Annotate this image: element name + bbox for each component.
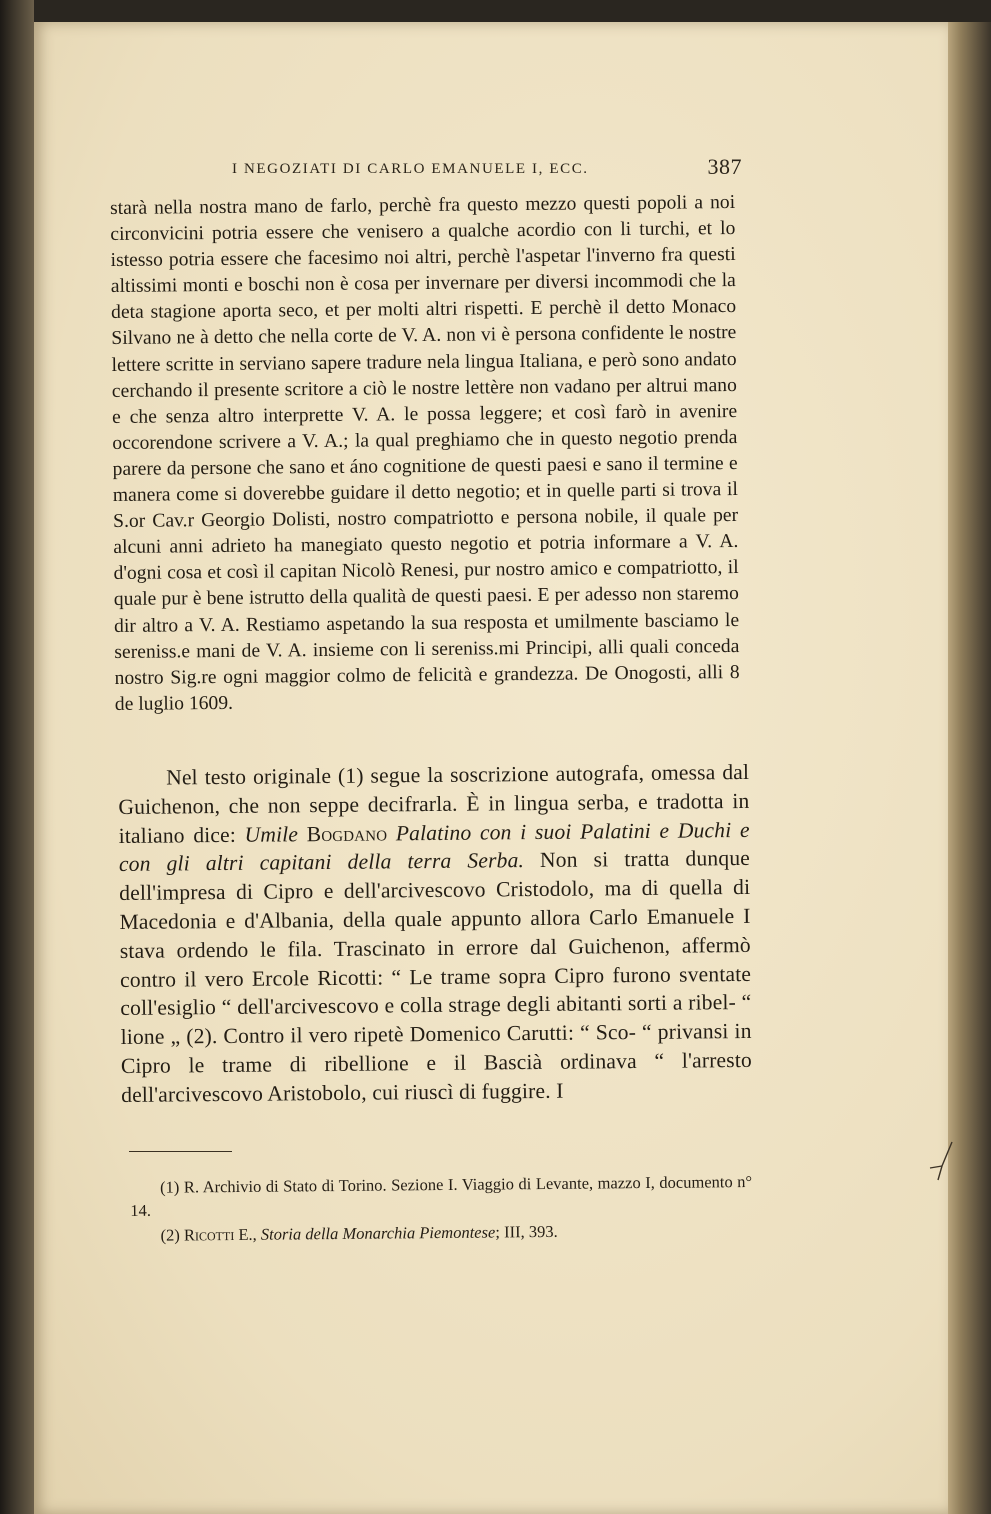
- footnote-1: (1) R. Archivio di Stato di Torino. Sezione I. Viaggio di Levante, mazzo I, documento n° 14.: [130, 1172, 753, 1220]
- letter-paragraph: starà nella nostra mano de farlo, perchè fra questo mezzo questi popoli a noi circonvicini potria essere che venisero a qualche acordio con li turchi, et lo istesso potria essere che facesimo noi altri, perchè l'aspetar l'inverno fra questi altissimi monti e boschi non è cosa per invernare per diversi incommodi che la deta stagione aporta seco, et per molti altri rispetti. E perchè il detto Monaco Silvano ne à detto che nella corte de V. A. non vi è persona confidente le nostre lettere scritte in serviano sapere tradure nela lingua Italiana, e però sono andato cerchando il presente scritore a ciò le nostre lettère non vadano per altrui mano e che senza altro interprette V. A. le possa leggere; et così farò in avenire occorendone scrivere a V. A.; la qual preghiamo che in questo negotio prenda parere da persone che sano et áno cognitione de questi paesi e sano il termine e manera come si doverebbe guidare il detto negotio; et in quelle parti si trova il S.or Cav.r Georgio Dolisti, nostro compatriotto e persona nobile, il quale per alcuni anni adrieto ha manegiato questo negotio et potria informare a V. A. d'ogni cosa et così il capitan Nicolò Renesi, pur nostro amico e compatriotto, il quale pur è bene istrutto della qualità de questi paesi. E per adesso non staremo dir altro a V. A. Restiamo aspetando la sua resposta et umilmente basciamo le sereniss.e mani de V. A. insieme con li sereniss.mi Principi, alli quali conceda nostro Sig.re ogni maggior colmo de felicità e grandezza. De Onogosti, alli 8 de luglio 1609.: [110, 192, 740, 715]
- page-edge-shadow: [948, 22, 991, 1514]
- footnote-2-author: Ricotti: [183, 1225, 235, 1245]
- footnotes: [130, 1170, 753, 1247]
- footnote-rule: [129, 1151, 232, 1152]
- running-head: [232, 154, 742, 182]
- pencil-mark-icon: [928, 1140, 958, 1184]
- signature-name: Bogdano: [306, 821, 388, 846]
- footnote-2-rest: ; III, 393.: [495, 1221, 558, 1242]
- commentary-text: [118, 758, 752, 1110]
- letter-quotation: [110, 190, 740, 718]
- book-gutter: [0, 0, 34, 1514]
- footnote-2-initial: E.,: [234, 1224, 261, 1245]
- footnote-2-title: Storia della Monarchia Piemontese: [260, 1222, 496, 1244]
- footnote-2-number: (2): [160, 1225, 185, 1245]
- running-head-title: I NEGOZIATI DI CARLO EMANUELE I, ECC.: [232, 161, 589, 177]
- commentary-paragraph: [118, 758, 752, 1110]
- commentary-part-1: Nel testo originale (1) segue la soscrizione autografa, omessa dal Guichenon, che non seppe decifrarla. È in lingua serba, e tradotta in italiano dice:: [118, 759, 750, 848]
- signature-umile: Umile: [244, 821, 299, 847]
- page-number: 387: [707, 154, 742, 179]
- signature-rest: Palatino con i suoi Palatini e Duchi e con gli altri capitani della terra Serba.: [118, 817, 750, 877]
- commentary-part-2: Non si tratta dunque dell'impresa di Cipro e dell'arcivescovo Cristodolo, ma di quella di Macedonia e d'Albania, della quale appunto allora Carlo Emanuele I stava ordendo le fila. Trascinato in errore dal Guichenon, affermò contro il vero Ercole Ricotti: “ Le trame sopra Cipro furono sventate coll'esiglio “ dell'arcivescovo e colla strage degli abitanti sorti a ribel- “ lione „ (2). Contro il vero ripetè Domenico Carutti: “ Sco- “ privansi in Cipro le trame di ribellione e il Bascià ordinava “ l'arresto dell'arcivescovo Aristobolo, cui riuscì di fuggire. I: [119, 846, 752, 1107]
